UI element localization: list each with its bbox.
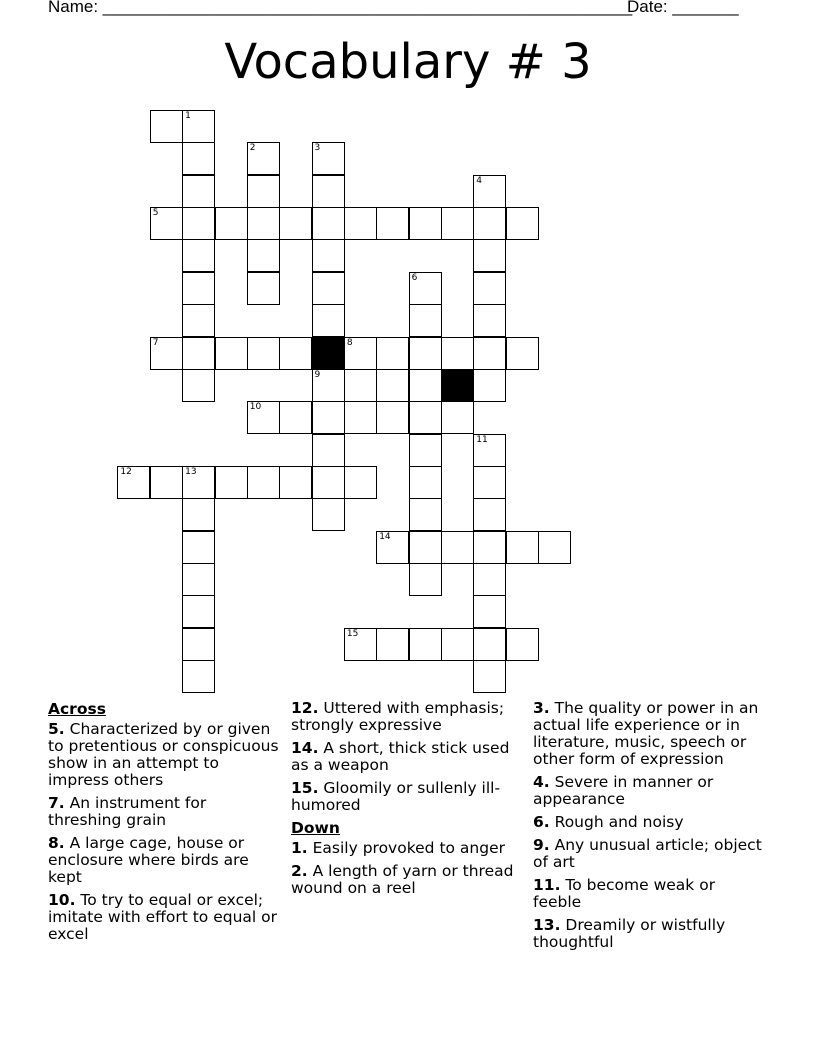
grid-cell[interactable] bbox=[506, 628, 539, 661]
name-field[interactable]: Name: ________________________________________________________ bbox=[48, 0, 633, 16]
clue-text: A short, thick stick used as a weapon bbox=[291, 739, 510, 774]
grid-cell[interactable] bbox=[473, 660, 506, 693]
grid-cell[interactable] bbox=[376, 337, 409, 370]
grid-cell[interactable] bbox=[312, 207, 345, 240]
cell-number: 10 bbox=[249, 402, 262, 413]
grid-cell[interactable] bbox=[182, 369, 215, 402]
grid-cell[interactable] bbox=[473, 563, 506, 596]
cell-number: 1 bbox=[185, 111, 191, 121]
grid-cell[interactable] bbox=[215, 207, 248, 240]
clue-text: Any unusual article; object of art bbox=[533, 836, 762, 871]
grid-cell[interactable] bbox=[312, 466, 345, 499]
grid-cell[interactable] bbox=[312, 369, 345, 402]
clue-column-2 bbox=[291, 700, 523, 903]
grid-cell[interactable] bbox=[344, 337, 377, 370]
grid-cell[interactable] bbox=[409, 304, 442, 337]
clue-down-6 bbox=[533, 814, 765, 831]
cell-number: 2 bbox=[249, 143, 256, 154]
grid-cell[interactable] bbox=[409, 369, 442, 402]
grid-cell[interactable] bbox=[279, 207, 312, 240]
grid-cell[interactable] bbox=[441, 207, 474, 240]
grid-cell[interactable] bbox=[279, 466, 312, 499]
grid-cell[interactable] bbox=[247, 207, 280, 240]
clue-text: To try to equal or excel; imitate with effort to equal or excel bbox=[48, 891, 277, 943]
clue-text: The quality or power in an actual life experience or in literature, music, speech or other form of expression bbox=[533, 699, 759, 768]
grid-cell[interactable] bbox=[473, 304, 506, 337]
clue-text: Uttered with emphasis; strongly expressive bbox=[291, 699, 505, 734]
grid-cell[interactable] bbox=[312, 175, 345, 208]
grid-cell[interactable] bbox=[409, 531, 442, 564]
grid-cell[interactable] bbox=[182, 595, 215, 628]
grid-cell[interactable] bbox=[473, 337, 506, 370]
cell-number: 8 bbox=[346, 337, 353, 348]
grid-cell[interactable] bbox=[409, 207, 442, 240]
clue-column-3 bbox=[533, 700, 765, 957]
grid-cell[interactable] bbox=[312, 401, 345, 434]
clue-across-7 bbox=[48, 795, 280, 829]
clue-text: Severe in manner or appearance bbox=[533, 773, 714, 808]
grid-cell[interactable] bbox=[344, 628, 377, 661]
grid-cell[interactable] bbox=[312, 272, 345, 305]
grid-cell[interactable] bbox=[473, 272, 506, 305]
grid-cell[interactable] bbox=[473, 628, 506, 661]
grid-cell[interactable] bbox=[344, 369, 377, 402]
clue-text: A large cage, house or enclosure where birds are kept bbox=[48, 834, 249, 886]
grid-cell[interactable] bbox=[409, 628, 442, 661]
clue-down-9 bbox=[533, 837, 765, 871]
grid-cell[interactable] bbox=[473, 175, 506, 208]
clue-down-3 bbox=[533, 700, 765, 768]
clue-number: 1. bbox=[291, 839, 308, 857]
grid-cell[interactable] bbox=[473, 466, 506, 499]
grid-cell[interactable] bbox=[473, 207, 506, 240]
cell-number: 11 bbox=[476, 434, 488, 445]
clue-number: 4. bbox=[533, 773, 550, 791]
clue-number: 2. bbox=[291, 862, 308, 880]
grid-cell[interactable] bbox=[182, 660, 215, 693]
date-field[interactable]: Date: _______ bbox=[627, 0, 739, 16]
grid-cell[interactable] bbox=[150, 110, 183, 143]
black-cell bbox=[312, 337, 345, 370]
grid-cell[interactable] bbox=[409, 337, 442, 370]
cell-number: 15 bbox=[346, 628, 359, 639]
black-cell bbox=[441, 369, 474, 402]
clue-down-11 bbox=[533, 877, 765, 911]
grid-cell[interactable] bbox=[441, 628, 474, 661]
grid-cell[interactable] bbox=[473, 239, 506, 272]
grid-cell[interactable] bbox=[150, 207, 183, 240]
cell-number: 14 bbox=[379, 531, 391, 542]
clue-across-14 bbox=[291, 740, 523, 774]
grid-cell[interactable] bbox=[247, 401, 280, 434]
grid-cell[interactable] bbox=[409, 563, 442, 596]
grid-cell[interactable] bbox=[441, 401, 474, 434]
grid-cell[interactable] bbox=[312, 304, 345, 337]
cell-number: 4 bbox=[476, 175, 483, 186]
grid-cell[interactable] bbox=[441, 337, 474, 370]
grid-cell[interactable] bbox=[376, 531, 409, 564]
clue-text: Dreamily or wistfully thoughtful bbox=[533, 916, 726, 951]
cell-number: 6 bbox=[411, 272, 418, 283]
grid-cell[interactable] bbox=[473, 595, 506, 628]
clue-text: Easily provoked to anger bbox=[312, 839, 505, 857]
clue-down-1 bbox=[291, 840, 523, 857]
grid-cell[interactable] bbox=[247, 272, 280, 305]
clue-number: 7. bbox=[48, 794, 65, 812]
clue-number: 9. bbox=[533, 836, 550, 854]
clue-text: Rough and noisy bbox=[554, 813, 684, 831]
clue-column-1 bbox=[48, 700, 280, 949]
grid-cell[interactable] bbox=[182, 531, 215, 564]
clue-across-10 bbox=[48, 892, 280, 943]
clue-number: 13. bbox=[533, 916, 561, 934]
clue-number: 3. bbox=[533, 699, 550, 717]
cell-number: 9 bbox=[314, 369, 321, 380]
grid-cell[interactable] bbox=[182, 110, 215, 143]
grid-cell[interactable] bbox=[344, 466, 377, 499]
grid-cell[interactable] bbox=[182, 563, 215, 596]
grid-cell[interactable] bbox=[312, 434, 345, 467]
grid-cell[interactable] bbox=[247, 175, 280, 208]
clue-across-8 bbox=[48, 835, 280, 886]
clue-down-4 bbox=[533, 774, 765, 808]
clue-number: 15. bbox=[291, 779, 319, 797]
clue-number: 14. bbox=[291, 739, 319, 757]
clue-across-12 bbox=[291, 700, 523, 734]
grid-cell[interactable] bbox=[409, 272, 442, 305]
grid-cell[interactable] bbox=[312, 498, 345, 531]
clue-text: An instrument for threshing grain bbox=[48, 794, 207, 829]
grid-cell[interactable] bbox=[247, 239, 280, 272]
grid-cell[interactable] bbox=[215, 337, 248, 370]
grid-cell[interactable] bbox=[376, 628, 409, 661]
grid-cell[interactable] bbox=[247, 337, 280, 370]
grid-cell[interactable] bbox=[182, 239, 215, 272]
grid-cell[interactable] bbox=[441, 531, 474, 564]
clue-number: 10. bbox=[48, 891, 76, 909]
across-heading: Across bbox=[48, 700, 106, 718]
grid-cell[interactable] bbox=[506, 531, 539, 564]
grid-cell[interactable] bbox=[473, 498, 506, 531]
grid-cell[interactable] bbox=[376, 401, 409, 434]
clue-number: 5. bbox=[48, 720, 65, 738]
cell-number: 13 bbox=[185, 466, 197, 477]
grid-cell[interactable] bbox=[473, 531, 506, 564]
grid-cell[interactable] bbox=[538, 531, 571, 564]
cell-number: 12 bbox=[120, 466, 132, 477]
grid-cell[interactable] bbox=[312, 239, 345, 272]
grid-cell[interactable] bbox=[182, 272, 215, 305]
grid-cell[interactable] bbox=[182, 466, 215, 499]
clue-number: 12. bbox=[291, 699, 319, 717]
grid-cell[interactable] bbox=[409, 498, 442, 531]
clue-down-13 bbox=[533, 917, 765, 951]
grid-cell[interactable] bbox=[182, 498, 215, 531]
grid-cell[interactable] bbox=[409, 401, 442, 434]
grid-cell[interactable] bbox=[247, 142, 280, 175]
grid-cell[interactable] bbox=[506, 207, 539, 240]
clue-across-15 bbox=[291, 780, 523, 814]
clue-down-2 bbox=[291, 863, 523, 897]
grid-cell[interactable] bbox=[409, 466, 442, 499]
clue-text: Gloomily or sullenly ill-humored bbox=[291, 779, 501, 814]
grid-cell[interactable] bbox=[182, 628, 215, 661]
clue-number: 6. bbox=[533, 813, 550, 831]
grid-cell[interactable] bbox=[247, 466, 280, 499]
grid-cell[interactable] bbox=[182, 142, 215, 175]
clue-number: 8. bbox=[48, 834, 65, 852]
grid-cell[interactable] bbox=[215, 466, 248, 499]
grid-cell[interactable] bbox=[182, 175, 215, 208]
clue-number: 11. bbox=[533, 876, 561, 894]
grid-cell[interactable] bbox=[473, 434, 506, 467]
down-heading: Down bbox=[291, 819, 340, 837]
grid-cell[interactable] bbox=[182, 304, 215, 337]
grid-cell[interactable] bbox=[182, 337, 215, 370]
cell-number: 5 bbox=[152, 208, 159, 219]
grid-cell[interactable] bbox=[506, 337, 539, 370]
cell-number: 7 bbox=[152, 337, 159, 348]
grid-cell[interactable] bbox=[409, 434, 442, 467]
grid-cell[interactable] bbox=[279, 401, 312, 434]
clue-across-5 bbox=[48, 721, 280, 789]
grid-cell[interactable] bbox=[376, 207, 409, 240]
grid-cell[interactable] bbox=[344, 207, 377, 240]
page-title: Vocabulary # 3 bbox=[224, 34, 592, 90]
grid-cell[interactable] bbox=[376, 369, 409, 402]
cell-number: 3 bbox=[314, 143, 321, 154]
clue-text: To become weak or feeble bbox=[533, 876, 716, 911]
grid-cell[interactable] bbox=[473, 369, 506, 402]
clue-text: A length of yarn or thread wound on a reel bbox=[291, 862, 514, 897]
grid-cell[interactable] bbox=[117, 466, 150, 499]
grid-cell[interactable] bbox=[279, 337, 312, 370]
grid-cell[interactable] bbox=[150, 466, 183, 499]
clue-text: Characterized by or given to pretentious or conspicuous show in an attempt to impress others bbox=[48, 720, 279, 789]
grid-cell[interactable] bbox=[150, 337, 183, 370]
grid-cell[interactable] bbox=[182, 207, 215, 240]
grid-cell[interactable] bbox=[344, 401, 377, 434]
grid-cell[interactable] bbox=[312, 142, 345, 175]
